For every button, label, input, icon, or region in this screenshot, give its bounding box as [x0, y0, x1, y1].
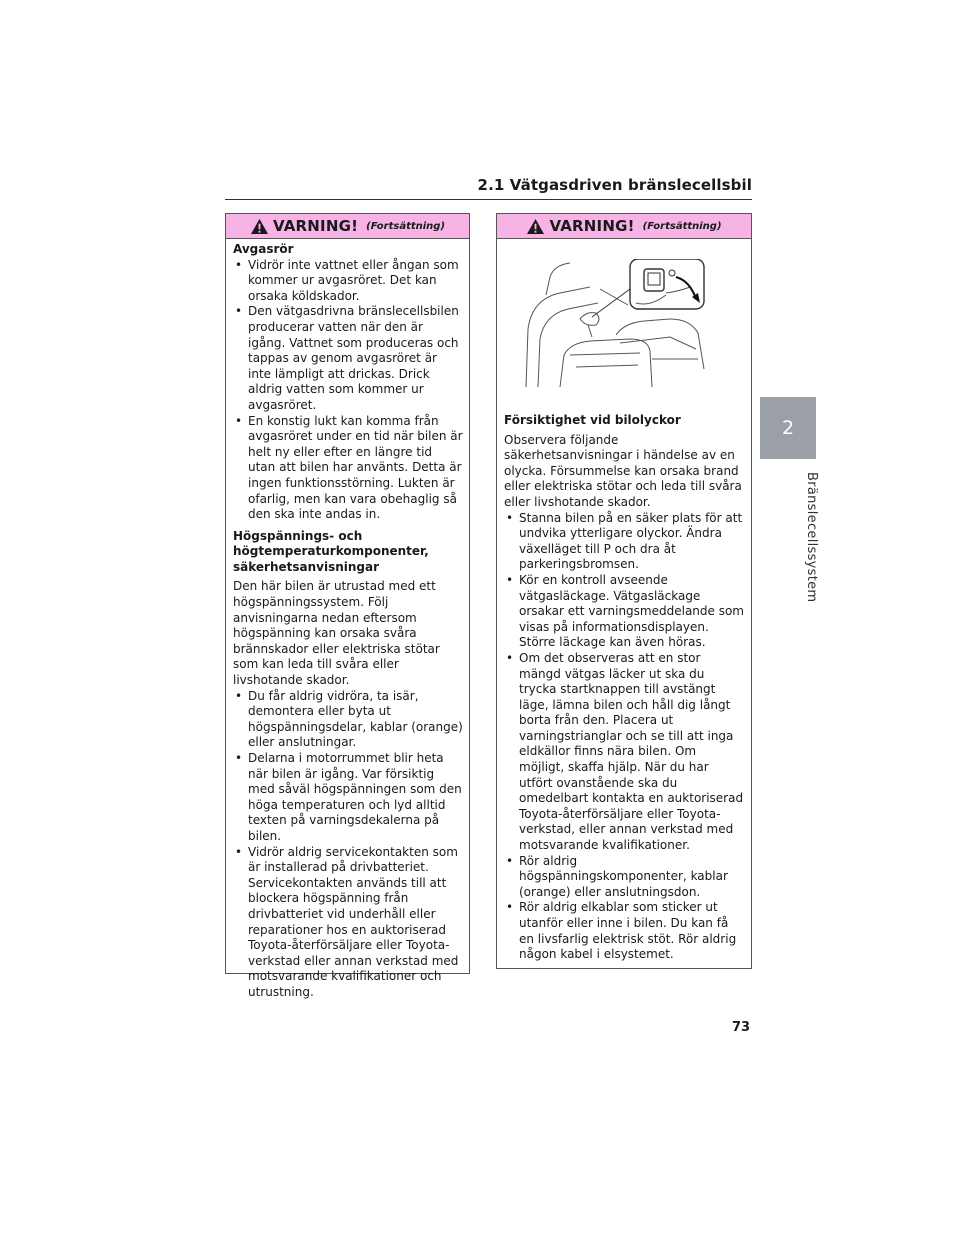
list-item: • Vidrör aldrig servicekontakten som är installerad på drivbatteriet. Servicekontakten används till att blockera högspänning från drivbatteriet vid underhåll eller reparationer hos en auktoriserad Toyota-återförsäljare eller Toyota-verkstad eller annan verkstad med motsvarande kvalifikationer och utrustning.: [233, 845, 463, 1001]
section-heading: Högspännings- och högtemperaturkomponenter, säkerhetsanvisningar: [233, 528, 429, 574]
warning-box-left: [225, 213, 470, 999]
warning-triangle-icon: [526, 218, 545, 235]
list-item: • En konstig lukt kan komma från avgasröret under en tid när bilen är helt ny eller efter en längre tid utan att bilen har använts. Detta är ingen funktionsstörning. Lukten är ofarlig, men kan vara obehaglig så den ska inte andas in.: [233, 414, 463, 523]
list-item: • Du får aldrig vidröra, ta isär, demontera eller byta ut högspänningsdelar, kablar (orange) eller anslutningar.: [233, 689, 463, 751]
list-item: • Rör aldrig elkablar som sticker ut utanför eller inne i bilen. Du kan få en livsfarlig elektrisk stöt. Rör aldrig någon kabel i elsystemet.: [504, 900, 745, 962]
page-number: 73: [732, 1020, 751, 1035]
bullet-list: [504, 511, 745, 963]
warning-subtitle: (Fortsättning): [642, 220, 722, 232]
paragraph: Den här bilen är utrustad med ett högspänningssystem. Följ anvisningarna nedan eftersom högspänning kan orsaka svåra brännskador eller elektriska stötar som kan leda till svåra eller livshotande skador.: [233, 579, 440, 688]
warning-title: VARNING!: [272, 217, 359, 235]
warning-box-right: [496, 213, 752, 969]
warning-content: [497, 389, 751, 963]
header-rule: [225, 199, 752, 200]
section-heading: Försiktighet vid bilolyckor: [504, 413, 681, 427]
warning-subtitle: (Fortsättning): [366, 220, 446, 232]
list-item: • Rör aldrig högspänningskomponenter, kablar (orange) eller anslutningsdon.: [504, 854, 745, 901]
rear-seat-illustration: [520, 259, 706, 389]
list-item: • Delarna i motorrummet blir heta när bilen är igång. Var försiktig med såväl högspänningen som den höga temperaturen och lyd alltid texten på varningsdekalerna på bilen.: [233, 751, 463, 845]
bullet-list: [233, 689, 463, 1001]
paragraph: Observera följande säkerhetsanvisningar i händelse av en olycka. Försummelse kan orsaka brand eller elektriska stötar och leda till svåra eller livshotande skador.: [504, 432, 742, 509]
warning-title: VARNING!: [549, 217, 635, 235]
chapter-label: Bränslecellssystem: [804, 472, 819, 603]
list-item: • Vidrör inte vattnet eller ångan som kommer ur avgasröret. Det kan orsaka köldskador.: [233, 258, 463, 305]
list-item: • Den vätgasdrivna bränslecellsbilen producerar vatten när den är igång. Vattnet som produceras och tappas av genom avgasröret är inte lämpligt att drickas. Drick aldrig vatten som kommer ur avgasröret.: [233, 304, 463, 413]
bullet-list: [233, 258, 463, 523]
list-item: • Kör en kontroll avseende vätgasläckage. Vätgasläckage orsakar ett varningsmeddelande som visas på informationsdisplayen. Större läckage kan även höras.: [504, 573, 745, 651]
chapter-tab: 2: [760, 397, 816, 459]
list-item: • Om det observeras att en stor mängd vätgas läcker ut ska du trycka startknappen till avstängt läge, lämna bilen och håll dig långt borta från den. Placera ut varningstrianglar och se till att inga eldkällor finns nära bilen. Om möjligt, skaffa hjälp. När du har utfört ovanstående ska du omedelbart kontakta en auktoriserad Toyota-återförsäljare eller Toyota-verkstad, eller annan verkstad med motsvarande kvalifikationer.: [504, 651, 745, 854]
warning-header: [226, 214, 469, 239]
warning-header: [497, 214, 751, 239]
section-heading: Avgasrör: [233, 242, 294, 256]
page-header-title: 2.1 Vätgasdriven bränslecellsbil: [477, 176, 752, 194]
list-item: • Stanna bilen på en säker plats för att undvika ytterligare olyckor. Ändra växelläget till P och dra åt parkeringsbromsen.: [504, 511, 745, 573]
warning-triangle-icon: [250, 218, 269, 235]
warning-content: [226, 239, 469, 1001]
